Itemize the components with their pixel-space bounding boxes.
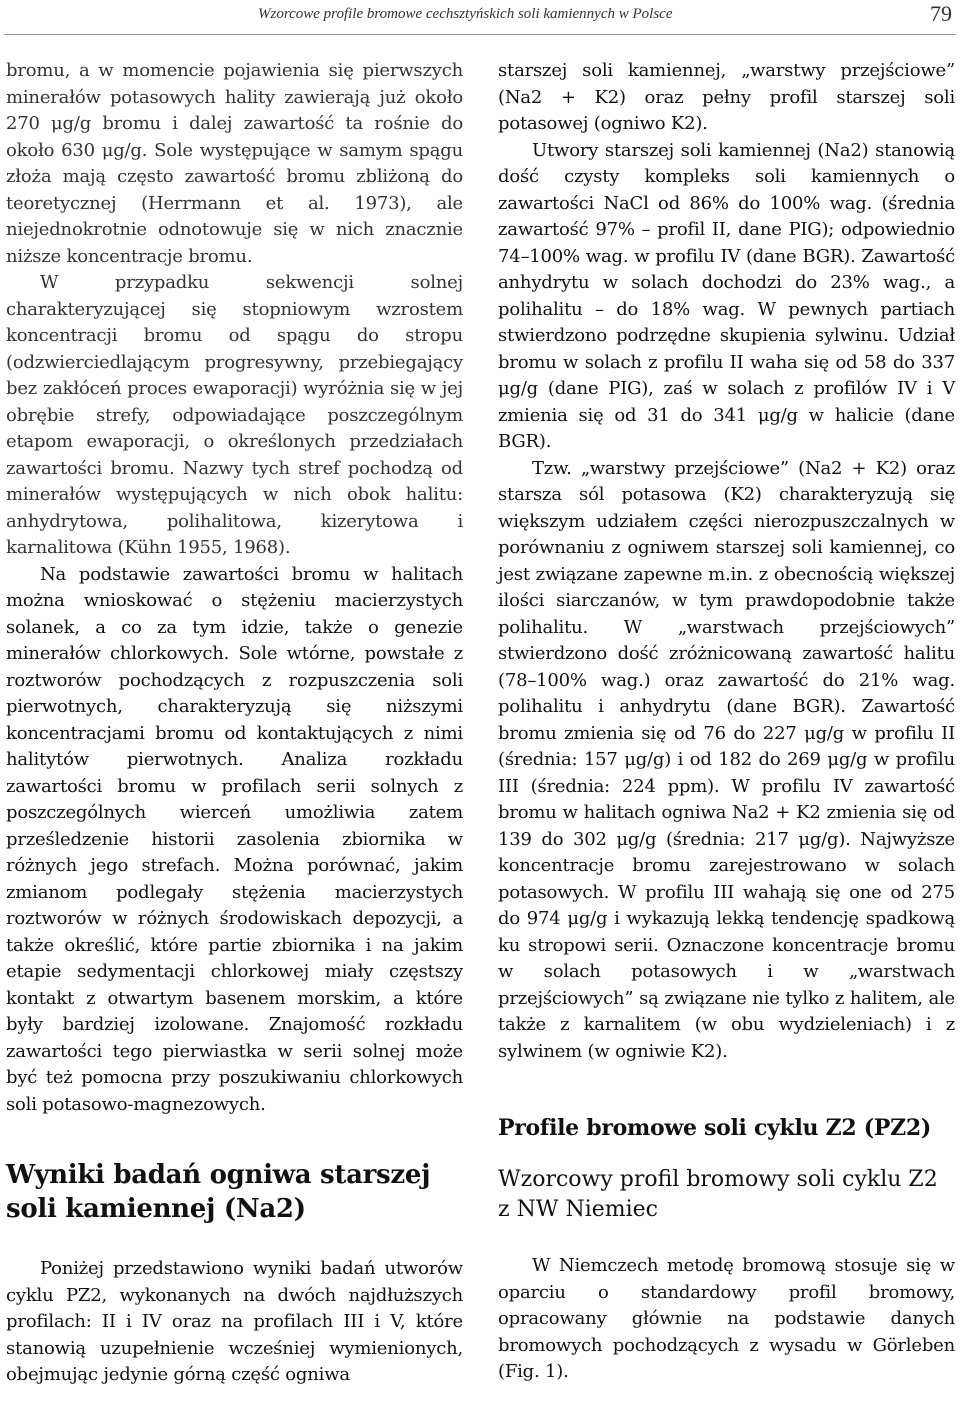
running-header	[0, 0, 960, 40]
running-title: Wzorcowe profile bromowe cechsztyńskich soli kamiennych w Polsce	[258, 6, 673, 22]
left-column	[6, 58, 463, 1389]
section-heading: Wyniki badań ogniwa starszej soli kamiennej (Na2)	[6, 1160, 431, 1224]
paragraph: Utwory starszej soli kamiennej (Na2) stanowią dość czysty kompleks soli kamiennych o zawartości NaCl od 86% do 100% wag. (średnia zawartość 97% – profil II, dane PIG); odpowiednio 74–100% wag. w profilu IV (dane BGR). Zawartość anhydrytu w solach dochodzi do 23% wag., a polihalitu – do 18% wag. W pewnych partiach stwierdzono podrzędne skupienia sylwinu. Udział bromu w solach z profilu II waha się od 58 do 337 μg/g (dane PIG), zaś w solach z profilów IV i V zmienia się od 31 do 341 μg/g w halicie (dane BGR).	[498, 139, 955, 452]
right-column	[498, 58, 955, 1386]
header-rule	[4, 34, 956, 35]
section-heading: Profile bromowe soli cyklu Z2 (PZ2)	[498, 1115, 931, 1141]
subsection-heading: Wzorcowy profil bromowy soli cyklu Z2 z NW Niemiec	[498, 1167, 938, 1222]
paragraph: W Niemczech metodę bromową stosuje się w oparciu o standardowy profil bromowy, opracowany głównie na podstawie danych bromowych pochodzących z wysadu w Görleben (Fig. 1).	[498, 1255, 955, 1382]
paragraph: starszej soli kamiennej, „warstwy przejściowe” (Na2 + K2) oraz pełny profil starszej soli potasowej (ogniwo K2).	[498, 60, 955, 134]
paragraph: bromu, a w momencie pojawienia się pierwszych minerałów potasowych hality zawierają już około 270 μg/g bromu i dalej zawartość ta rośnie do około 630 μg/g. Sole występujące w samym spągu złoża mają często zawartość bromu zbliżoną do teoretycznej (Herrmann et al. 1973), ale niejednokrotnie odnotowuje się w nich znacznie niższe koncentracje bromu.	[6, 60, 463, 267]
paragraph: Na podstawie zawartości bromu w halitach można wnioskować o stężeniu macierzystych solanek, a co za tym idzie, także o genezie minerałów chlorkowych. Sole wtórne, powstałe z roztworów pochodzących z rozpuszczenia soli pierwotnych, charakteryzują się niższymi koncentracjami bromu od kontaktujących z nimi halitytów pierwotnych. Analiza rozkładu zawartości bromu w profilach serii solnych z poszczególnych wierceń umożliwia zatem prześledzenie historii zasolenia zbiornika w różnych jego strefach. Można porównać, jakim zmianom podlegały stężenia macierzystych roztworów w różnych środowiskach depozycji, a także określić, które partie zbiornika i na jakim etapie sedymentacji chlorkowej miały częstszy kontakt z otwartym basenem morskim, a które były bardziej izolowane. Znajomość rozkładu zawartości tego pierwiastka w serii solnej może być też pomocna przy poszukiwaniu chlorkowych soli potasowo-magnezowych.	[6, 563, 463, 1115]
page-number: 79	[930, 1, 952, 26]
paragraph: Poniżej przedstawiono wyniki badań utworów cyklu PZ2, wykonanych na dwóch najdłuższych profilach: II i IV oraz na profilach III i V, które stanowią uzupełnienie wcześniej wymienionych, obejmując jedynie górną część ogniwa	[6, 1258, 463, 1385]
paragraph: W przypadku sekwencji solnej charakteryzującej się stopniowym wzrostem koncentracji bromu od spągu do stropu (odzwierciedlającym progresywny, przebiegający bez zakłóceń proces ewaporacji) wyróżnia się w jej obrębie strefy, odpowiadające poszczególnym etapom ewaporacji, o określonych przedziałach zawartości bromu. Nazwy tych stref pochodzą od minerałów występujących w nich obok halitu: anhydrytowa, polihalitowa, kizerytowa i karnalitowa (Kühn 1955, 1968).	[6, 272, 463, 558]
paragraph: Tzw. „warstwy przejściowe” (Na2 + K2) oraz starsza sól potasowa (K2) charakteryzują się większym udziałem części nierozpuszczalnych w porównaniu z ogniwem starszej soli kamiennej, co jest związane zapewne m.in. z obecnością większej ilości siarczanów, w tym prawdopodobnie także polihalitu. W „warstwach przejściowych” stwierdzono dość zróżnicowaną zawartość halitu (78–100% wag.) oraz zawartość do 21% wag. polihalitu i anhydrytu (dane BGR). Zawartość bromu zmienia się od 76 do 227 μg/g w profilu II (średnia: 157 μg/g) i od 182 do 269 μg/g w profilu III (średnia: 224 ppm). W profilu IV zawartość bromu w halitach ogniwa Na2 + K2 zmienia się od 139 do 302 μg/g (średnia: 217 μg/g). Najwyższe koncentracje bromu zarejestrowano w solach potasowych. W profilu III wahają się one od 275 do 974 μg/g i wykazują lekką tendencję spadkową ku stropowi serii. Oznaczone koncentracje bromu w solach potasowych i w „warstwach przejściowych” są związane nie tylko z halitem, ale także z karnalitem (w obu wydzieleniach) i z sylwinem (w ogniwie K2).	[498, 457, 955, 1062]
